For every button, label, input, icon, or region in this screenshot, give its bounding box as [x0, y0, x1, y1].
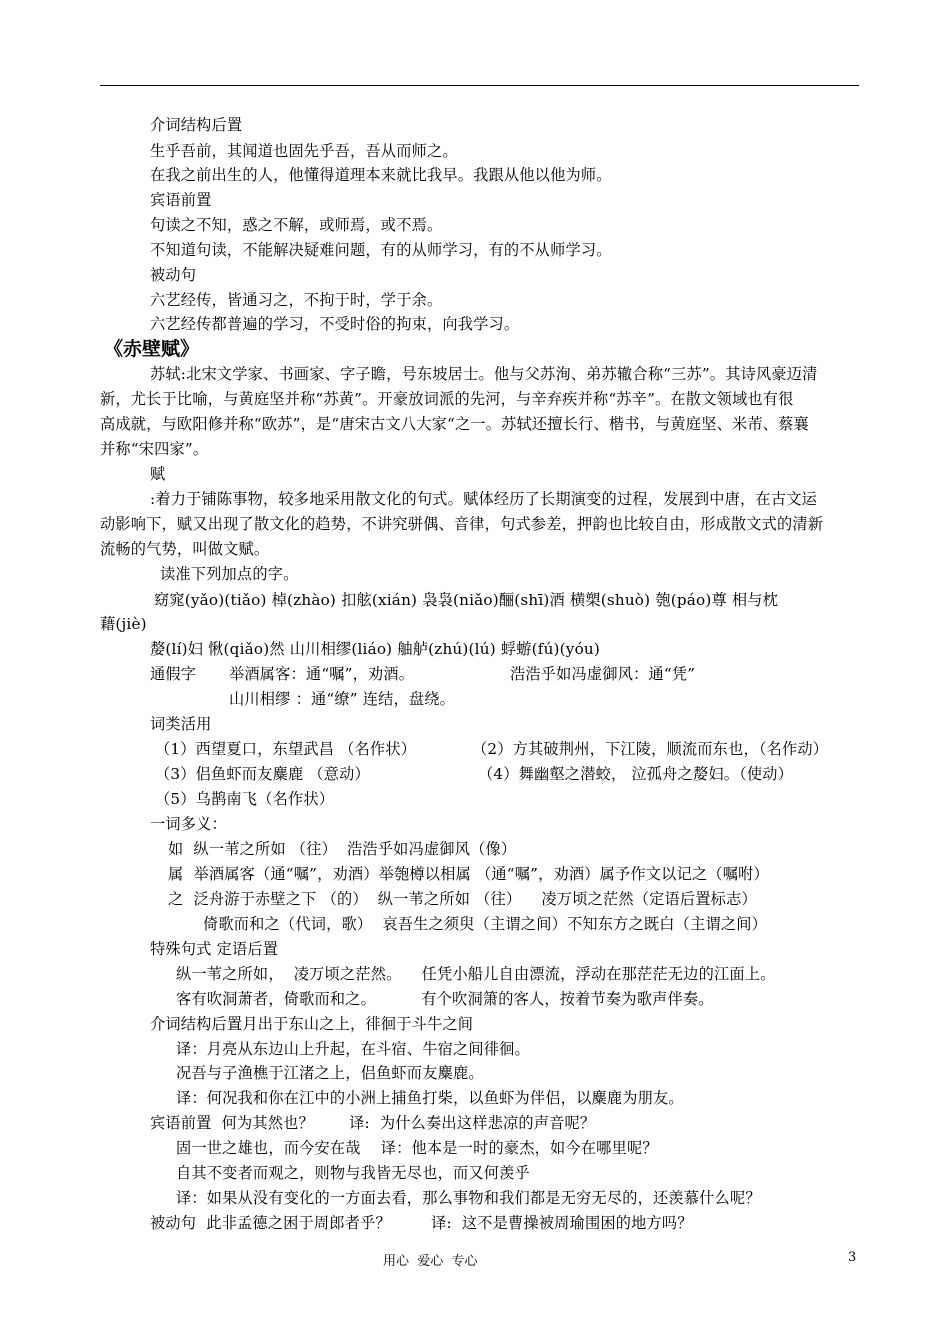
special-line: 被动句 此非孟德之困于周郎者乎？ 译: 这不是曹操被周瑜围困的地方吗？ — [150, 1214, 693, 1232]
tongjia-item: 举酒属客：通“嘱”，劝酒。 — [229, 665, 415, 683]
read-line: 嫠(lí)妇 愀(qiǎo)然 山川相缪(liáo) 舳舻(zhú)(lú) 蜉蝣(fú)(yóu) — [150, 640, 601, 658]
special-line: 译：何况我和你在江中的小洲上捕鱼打柴，以鱼虾为伴侣，以麋鹿为朋友。 — [176, 1089, 684, 1107]
special-line: 宾语前置 何为其然也？ 译: 为什么奏出这样悲凉的声音呢？ — [150, 1114, 596, 1132]
text-line: 不知道句读，不能解决疑难问题，有的从师学习，有的不从师学习。 — [150, 241, 612, 259]
bio-line: 并称“宋四家”。 — [100, 440, 209, 458]
text-line: 在我之前出生的人，他懂得道理本来就比我早。我跟从他以他为师。 — [150, 166, 612, 184]
special-line: 况吾与子渔樵于江渚之上，侣鱼虾而友麋鹿。 — [176, 1064, 484, 1082]
fu-line: 流畅的气势，叫做文赋。 — [100, 540, 270, 558]
cilei-item: （4）舞幽壑之潜蛟， 泣孤舟之嫠妇。（使动） — [478, 765, 794, 783]
fu-label: 赋 — [150, 465, 166, 483]
tongjia-item: 浩浩乎如冯虚御风：通“凭” — [510, 665, 696, 683]
special-line: 固一世之雄也，而今安在哉 译：他本是一时的豪杰，如今在哪里呢？ — [176, 1139, 658, 1157]
special-line: 特殊句式 定语后置 — [150, 940, 279, 958]
fu-line: :着力于铺陈事物，较多地采用散文化的句式。赋体经历了长期演变的过程，发展到中唐，在古文运 — [150, 490, 817, 508]
special-line: 纵一苇之所如， 凌万顷之茫然。 任凭小船儿自由漂流，浮动在那茫茫无边的江面上。 — [176, 965, 776, 983]
fu-line: 动影响下，赋又出现了散文化的趋势，不讲究骈偶、音律，句式参差，押韵也比较自由，形成散文式的清新 — [100, 515, 824, 533]
special-line: 译：如果从没有变化的一方面去看，那么事物和我们都是无穷无尽的，还羡慕什么呢？ — [176, 1189, 761, 1207]
read-line: 藉(jiè) — [100, 615, 147, 633]
page-number: 3 — [848, 1250, 857, 1265]
read-line: 窈窕(yǎo)(tiǎo) 棹(zhào) 扣舷(xián) 袅袅(niǎo)酾(shī)酒 横槊(shuò) 匏(páo)尊 相与枕 — [154, 591, 779, 609]
text-line: 六艺经传，皆通习之，不拘于时，学于余。 — [150, 291, 443, 309]
duoyi-label: 一词多义： — [150, 815, 227, 833]
special-line: 客有吹洞萧者，倚歌而和之。 有个吹洞箫的客人，按着节奏为歌声伴奏。 — [176, 990, 714, 1008]
text-line: 生乎吾前，其闻道也固先乎吾，吾从而师之。 — [150, 142, 458, 160]
duoyi-item: 属 举酒属客（通“嘱”，劝酒）举匏樽以相属 （通“嘱”，劝酒）属予作文以记之（嘱咐） — [168, 865, 769, 883]
page-footer: 用心 爱心 专心 — [383, 1254, 478, 1269]
special-line: 自其不变者而观之，则物与我皆无尽也，而又何羡乎 — [176, 1164, 530, 1182]
heading-passive: 被动句 — [150, 266, 197, 284]
cilei-item: （2）方其破荆州，下江陵，顺流而东也，（名作动） — [472, 740, 829, 758]
header-rule — [100, 85, 859, 86]
duoyi-item: 如 纵一苇之所如 （往） 浩浩乎如冯虚御风（像） — [168, 840, 517, 858]
section-title: 《赤壁赋》 — [104, 338, 200, 360]
tongjia-label: 通假字 — [150, 665, 197, 683]
cilei-label: 词类活用 — [150, 715, 212, 733]
tongjia-item: 山川相缪 ：通“缭” 连结，盘绕。 — [229, 690, 456, 708]
cilei-item: （3）侣鱼虾而友麋鹿 （意动） — [155, 765, 370, 783]
duoyi-item: 倚歌而和之（代词，歌） 哀吾生之须臾（主谓之间）不知东方之既白（主谓之间） — [203, 915, 768, 933]
heading-object-preposing: 宾语前置 — [150, 191, 212, 209]
cilei-item: （5）乌鹊南飞（名作状） — [155, 790, 335, 808]
duoyi-item: 之 泛舟游于赤壁之下 （的） 纵一苇之所如 （往） 凌万顷之茫然（定语后置标志） — [168, 890, 757, 908]
bio-line: 高成就，与欧阳修并称“欧苏”，是“唐宋古文八大家“之一。苏轼还擅长行、楷书，与黄庭坚、米芾、蔡襄 — [100, 415, 809, 433]
text-line: 六艺经传都普遍的学习，不受时俗的拘束，向我学习。 — [150, 315, 520, 333]
read-heading: 读准下列加点的字。 — [160, 565, 299, 583]
special-line: 介词结构后置月出于东山之上，徘徊于斗牛之间 — [150, 1015, 474, 1033]
text-line: 句读之不知，惑之不解，或师焉，或不焉。 — [150, 216, 443, 234]
cilei-item: （1）西望夏口，东望武昌 （名作状） — [155, 740, 417, 758]
heading-prep-postposition: 介词结构后置 — [150, 116, 243, 134]
bio-line: 新，尤长于比喻，与黄庭坚并称“苏黄”。开豪放词派的先河，与辛弃疾并称“苏辛”。在散文领域也有很 — [100, 390, 794, 408]
bio-line: 苏轼:北宋文学家、书画家、字子瞻，号东坡居士。他与父苏洵、弟苏辙合称“三苏”。其诗风豪迈清 — [150, 365, 818, 383]
special-line: 译：月亮从东边山上升起，在斗宿、牛宿之间徘徊。 — [176, 1040, 530, 1058]
